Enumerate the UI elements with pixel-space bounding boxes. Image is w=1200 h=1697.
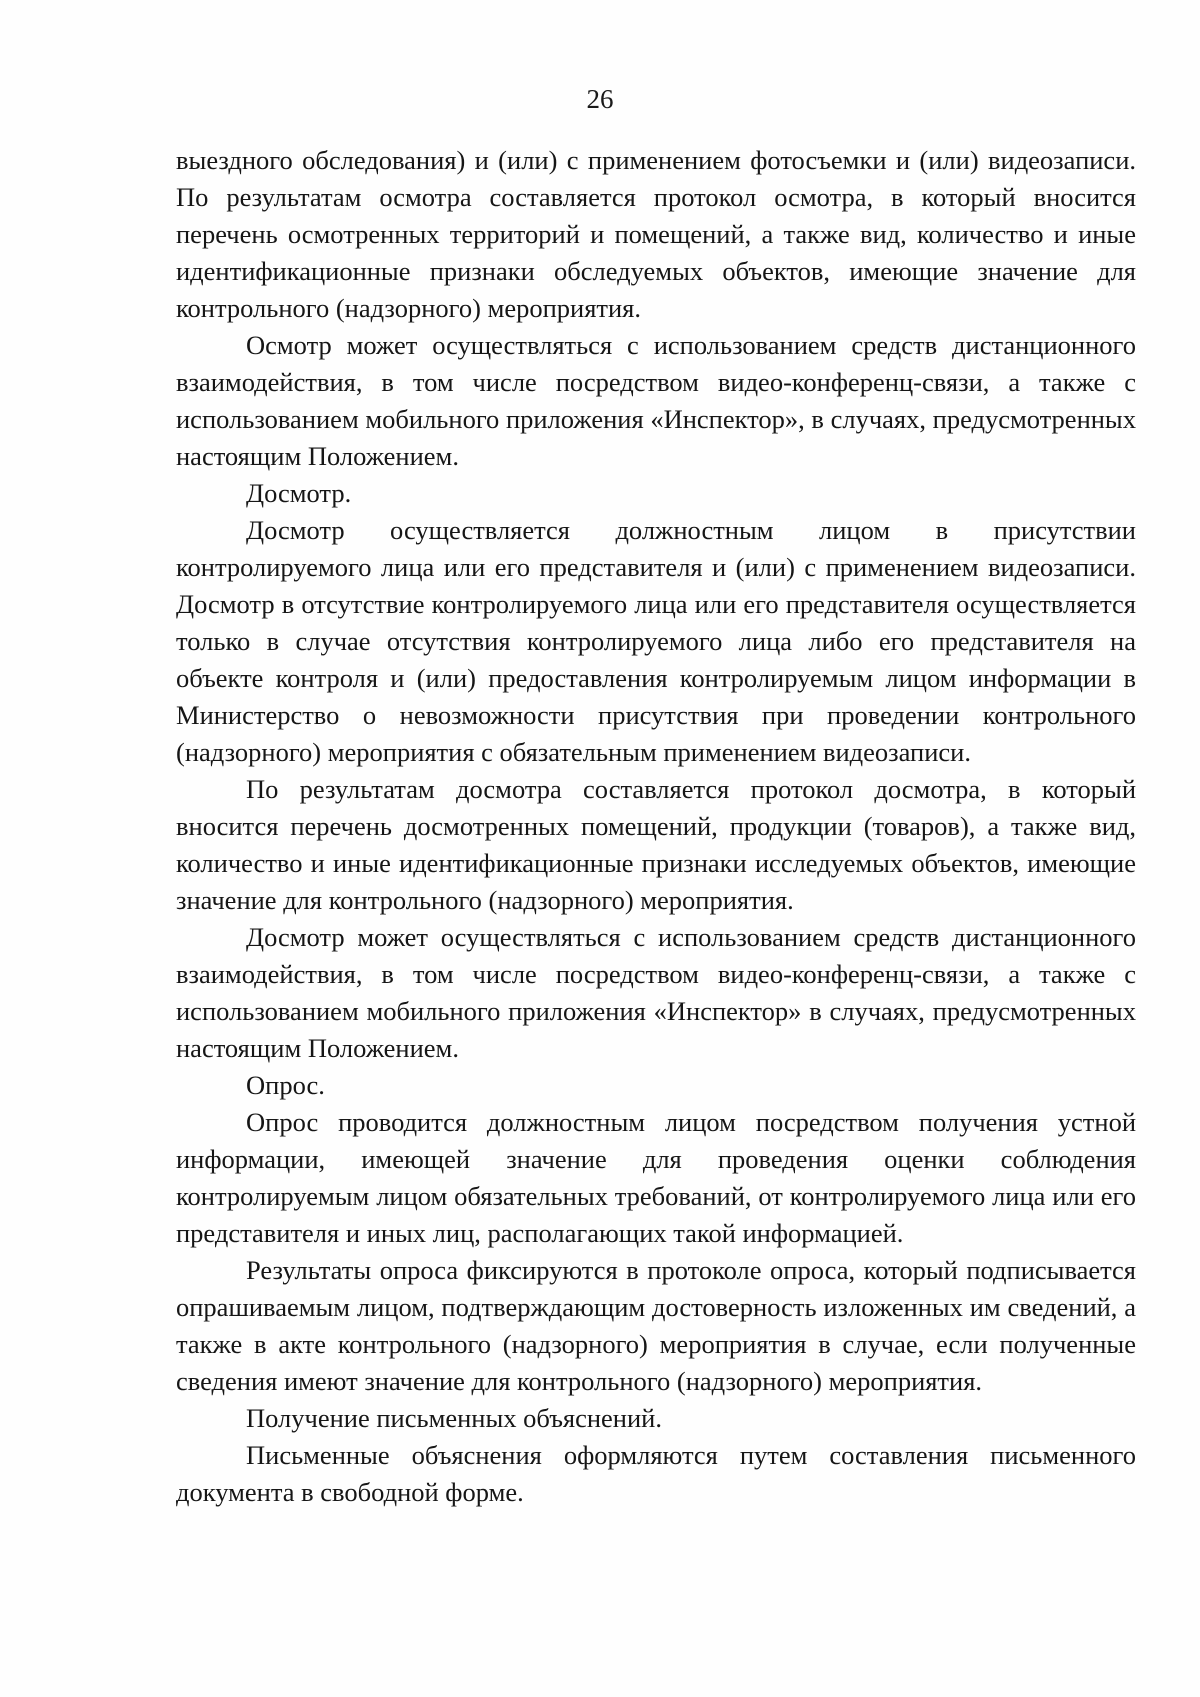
paragraph-inspection-remote: Осмотр может осуществляться с использованием средств дистанционного взаимодействия, в том числе посредством видео-конференц-связи, а также с использованием мобильного приложения «Инспектор», в случаях, предусмотренных настоящим Положением. — [176, 330, 1136, 471]
page-number: 26 — [586, 84, 614, 114]
paragraph-search-procedure: Досмотр осуществляется должностным лицом в присутствии контролируемого лица или его представителя и (или) с применением видеозаписи. Досмотр в отсутствие контролируемого лица или его представителя осуществляется только в случае отсутствия контролируемого лица либо его представителя на объекте контроля и (или) предоставления контролируемым лицом информации в Министерство о невозможности присутствия при проведении контрольного (надзорного) мероприятия с обязательным применением видеозаписи. — [176, 515, 1136, 767]
paragraph-search-remote: Досмотр может осуществляться с использованием средств дистанционного взаимодействия, в том числе посредством видео-конференц-связи, а также с использованием мобильного приложения «Инспектор» в случаях, предусмотренных настоящим Положением. — [176, 922, 1136, 1063]
paragraph-survey-procedure: Опрос проводится должностным лицом посредством получения устной информации, имеющей значение для проведения оценки соблюдения контролируемым лицом обязательных требований, от контролируемого лица или его представителя и иных лиц, располагающих такой информацией. — [176, 1107, 1136, 1248]
section-heading-search: Досмотр. — [246, 478, 352, 508]
paragraph-inspection-protocol: выездного обследования) и (или) с применением фотосъемки и (или) видеозаписи. По результатам осмотра составляется протокол осмотра, в который вносится перечень осмотренных территорий и помещений, а также вид, количество и иные идентификационные признаки обследуемых объектов, имеющие значение для контрольного (надзорного) мероприятия. — [176, 145, 1136, 323]
paragraph-search-protocol: По результатам досмотра составляется протокол досмотра, в который вносится перечень досмотренных помещений, продукции (товаров), а также вид, количество и иные идентификационные признаки исследуемых объектов, имеющие значение для контрольного (надзорного) мероприятия. — [176, 774, 1136, 915]
document-body — [176, 142, 1136, 1511]
paragraph-written-explanations: Письменные объяснения оформляются путем составления письменного документа в свободной форме. — [176, 1440, 1136, 1507]
section-heading-written-explanations: Получение письменных объяснений. — [246, 1403, 662, 1433]
section-heading-survey: Опрос. — [246, 1070, 325, 1100]
paragraph-survey-results: Результаты опроса фиксируются в протоколе опроса, который подписывается опрашиваемым лицом, подтверждающим достоверность изложенных им сведений, а также в акте контрольного (надзорного) мероприятия в случае, если полученные сведения имеют значение для контрольного (надзорного) мероприятия. — [176, 1255, 1136, 1396]
